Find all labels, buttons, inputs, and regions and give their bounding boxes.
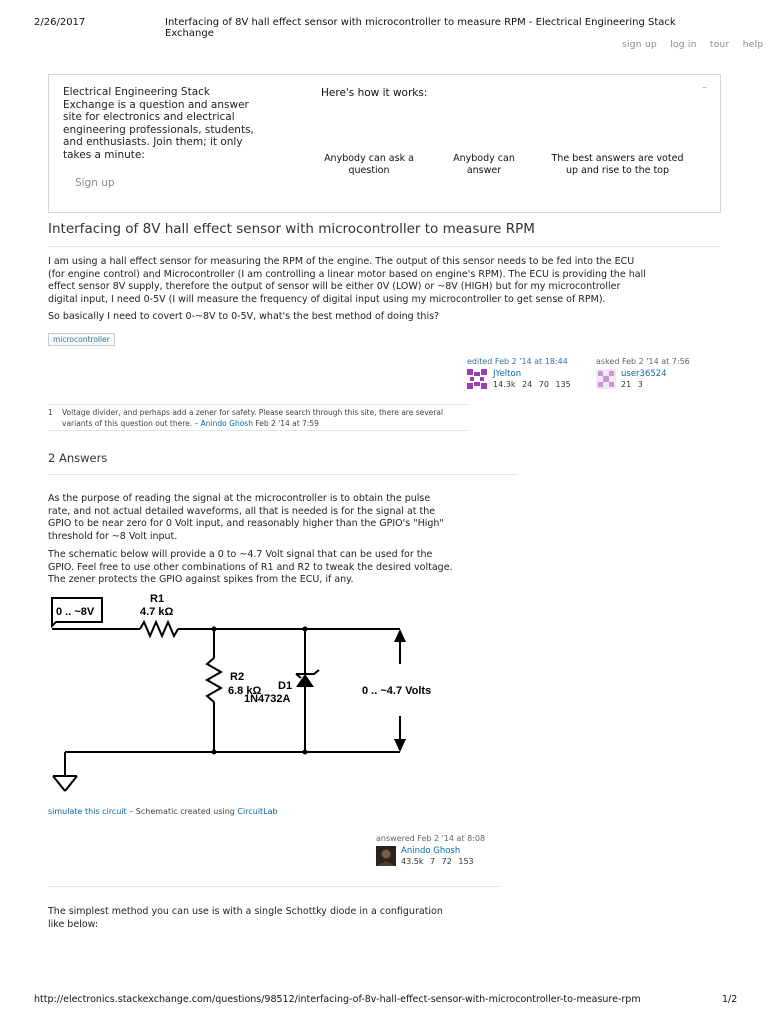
title-divider (48, 246, 719, 247)
r1-name: R1 (150, 593, 165, 605)
answerer-gold-badges: 7 (430, 857, 436, 866)
step-vote: The best answers are voted up and rise to the top (551, 153, 684, 176)
circuitlab-link[interactable]: CircuitLab (237, 807, 278, 816)
circuit-schematic (40, 586, 440, 806)
print-url: http://electronics.stackexchange.com/questions/98512/interfacing-of-8v-hall-effect-sensor-with-microcontroller-to-measure-rpm (34, 994, 641, 1005)
question-body-p2: So basically I need to covert 0-~8V to 0-5V, what's the best method of doing this? (48, 311, 440, 322)
asker-bronze-badges: 3 (637, 380, 643, 389)
output-arrow-down-icon (394, 739, 406, 752)
how-it-works-heading: Here's how it works: (321, 87, 428, 99)
simulate-link[interactable]: simulate this circuit (48, 807, 127, 816)
edited-timestamp[interactable]: edited Feb 2 '14 at 18:44 (467, 357, 568, 366)
answerer-bronze-badges: 153 (458, 857, 474, 866)
d1-name: D1 (278, 680, 293, 692)
answers-divider (48, 474, 518, 475)
answer1-p1: As the purpose of reading the signal at the microcontroller is to obtain the pulse rate, and not actual detailed waveforms, all that is needed is for the signal at the GPIO to be near zero for 0 Volt input, and reasonably higher than the GPIO's "High" threshold for ~8 Volt input. (48, 493, 444, 542)
step-answer: Anybody can answer (453, 153, 515, 176)
answerer-rep: 43.5k (401, 857, 424, 866)
answer1-p2: The schematic below will provide a 0 to ~4.7 Volt signal that can be used for the GPIO. Feel free to use other combinations of R1 and R2 to tweak the desired voltage. The zener protects the GPIO against spikes from the ECU, if any. (48, 549, 453, 585)
r2-resistor-icon (207, 658, 221, 702)
top-nav (612, 40, 763, 50)
asked-timestamp: asked Feb 2 '14 at 7:56 (596, 357, 690, 366)
editor-silver-badges: 70 (538, 380, 549, 389)
schematic-credit (48, 807, 278, 816)
asker-rep: 21 (621, 380, 632, 389)
r2-name: R2 (230, 671, 245, 683)
answer-divider (48, 886, 500, 887)
print-page-title: Interfacing of 8V hall effect sensor with microcontroller to measure RPM - Electrical Engineering Stack Exchange (165, 17, 676, 39)
comment-date: Feb 2 '14 at 7:59 (255, 418, 319, 428)
answered-timestamp: answered Feb 2 '14 at 8:08 (376, 834, 486, 843)
editor-gold-badges: 24 (522, 380, 533, 389)
r1-value: 4.7 kΩ (140, 606, 174, 618)
output-arrow-up-icon (394, 629, 406, 642)
step-ask: Anybody can ask a question (324, 153, 414, 176)
tour-link[interactable]: tour (709, 40, 730, 50)
input-label: 0 .. ~8V (56, 606, 95, 618)
zener-cathode-icon (296, 670, 319, 678)
d1-part: 1N4732A (244, 693, 291, 705)
answer2-p1: The simplest method you can use is with a single Schottky diode in a configuration like below: (48, 906, 443, 930)
asker-reputation (621, 380, 643, 389)
answerer-name[interactable]: Anindo Ghosh (401, 846, 461, 856)
output-label: 0 .. ~4.7 Volts (362, 685, 432, 697)
comment-author[interactable]: Anindo Ghosh (200, 418, 253, 428)
comment-divider (48, 404, 468, 405)
editor-rep: 14.3k (493, 380, 516, 389)
r2-value: 6.8 kΩ (228, 685, 262, 697)
anindo-avatar-icon[interactable] (376, 846, 396, 866)
question-title[interactable]: Interfacing of 8V hall effect sensor with microcontroller to measure RPM (48, 221, 535, 237)
answers-count: 2 Answers (48, 451, 108, 465)
comment-bottom-divider (48, 430, 468, 431)
promo-description: Electrical Engineering Stack Exchange is a question and answer site for electronics and electrical engineering professionals, students, and enthusiasts. Join them; it only takes a minute: (63, 86, 254, 161)
login-link[interactable]: log in (670, 40, 697, 50)
editor-name[interactable]: JYelton (493, 369, 522, 379)
tag-microcontroller[interactable]: microcontroller (48, 333, 115, 346)
comment (62, 408, 462, 429)
print-date: 2/26/2017 (34, 17, 86, 28)
r1-resistor-icon (140, 622, 178, 636)
user36524-avatar-icon[interactable] (596, 369, 616, 389)
editor-bronze-badges: 135 (555, 380, 571, 389)
promo-close-button[interactable]: – (702, 82, 707, 93)
signup-link[interactable]: sign up (622, 40, 657, 50)
promo-signup-button[interactable]: Sign up (75, 177, 115, 189)
question-body-p1: I am using a hall effect sensor for measuring the RPM of the engine. The output of this sensor needs to be fed into the ECU (for engine control) and Microcontroller (I am controlling a linear motor based on engine's RPM). The ECU is providing the hall effect sensor 8V supply, therefore the output of sensor will be either 0V (LOW) or ~8V (HIGH) but for my microcontroller digital input, I need 0-5V (I will measure the frequency of digital input using my microcontroller to get sense of RPM). (48, 256, 646, 305)
comment-score: 1 (48, 408, 53, 417)
answerer-reputation (401, 857, 474, 866)
jyelton-avatar-icon[interactable] (467, 369, 487, 389)
asker-name[interactable]: user36524 (621, 369, 667, 379)
editor-reputation (493, 380, 571, 389)
help-link[interactable]: help (742, 40, 764, 50)
comment-text: Voltage divider, and perhaps add a zener for safety. Please search through this site, there are several variants of this question out there. – (62, 408, 444, 428)
answerer-silver-badges: 72 (441, 857, 452, 866)
print-page-number: 1/2 (722, 994, 738, 1005)
credit-text: – Schematic created using (129, 807, 235, 816)
